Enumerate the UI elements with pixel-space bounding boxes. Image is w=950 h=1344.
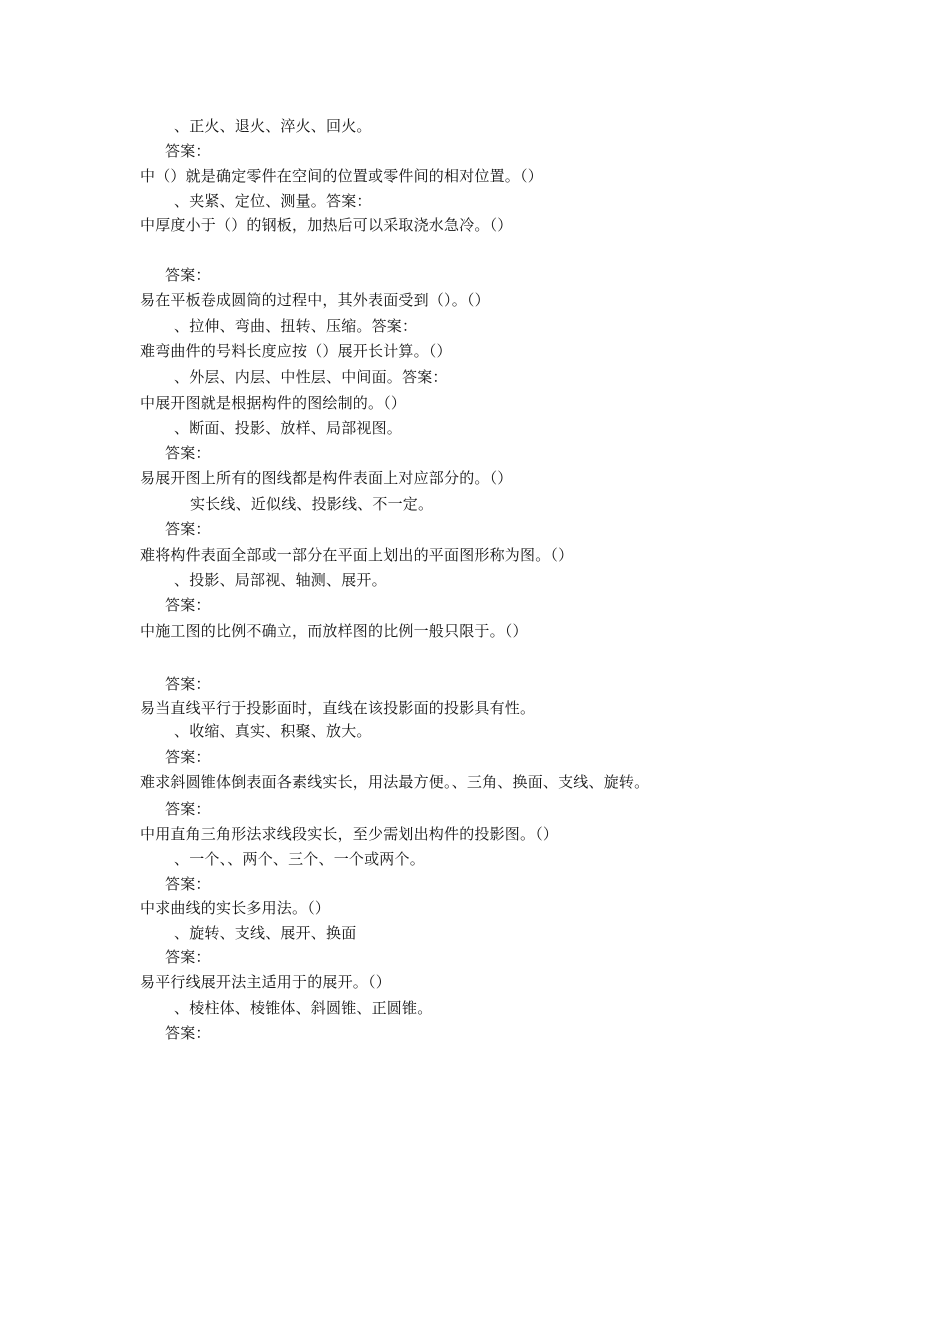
question-3-answer: 答案： — [165, 266, 211, 284]
question-1-options: 、正火、退火、淬火、回火。 — [174, 117, 372, 135]
question-14-answer: 答案： — [165, 1024, 211, 1042]
question-13-answer: 答案： — [165, 948, 211, 966]
question-5-options: 、外层、内层、中性层、中间面。答案： — [174, 368, 448, 386]
question-12-text: 中用直角三角形法求线段实长，至少需划出构件的投影图。（） — [140, 825, 559, 843]
question-14-text: 易平行线展开法主适用于的展开。（） — [140, 973, 391, 991]
question-12-options: 、一个、、两个、三个、一个或两个。 — [174, 850, 425, 868]
question-13-options: 、旋转、支线、展开、换面 — [174, 924, 357, 942]
question-11-answer: 答案： — [165, 800, 211, 818]
question-8-answer: 答案： — [165, 596, 211, 614]
question-8-text: 难将构件表面全部或一部分在平面上划出的平面图形称为图。（） — [140, 546, 574, 564]
question-7-answer: 答案： — [165, 520, 211, 538]
question-5-text: 难弯曲件的号料长度应按（）展开长计算。（） — [140, 342, 452, 360]
question-7-options: 实长线、近似线、投影线、不一定。 — [190, 495, 434, 513]
question-10-options: 、收缩、真实、积聚、放大。 — [174, 722, 372, 740]
question-10-text: 易当直线平行于投影面时，直线在该投影面的投影具有性。 — [140, 699, 536, 717]
question-3-text: 中厚度小于（）的钢板，加热后可以采取浇水急冷。（） — [140, 216, 513, 234]
question-9-answer: 答案： — [165, 675, 211, 693]
question-6-answer: 答案： — [165, 444, 211, 462]
question-4-options: 、拉伸、弯曲、扭转、压缩。答案： — [174, 317, 418, 335]
question-9-text: 中施工图的比例不确立，而放样图的比例一般只限于。（） — [140, 622, 528, 640]
question-6-text: 中展开图就是根据构件的图绘制的。（） — [140, 394, 407, 412]
question-4-text: 易在平板卷成圆筒的过程中，其外表面受到（）。（） — [140, 291, 490, 309]
question-6-options: 、断面、投影、放样、局部视图。 — [174, 419, 403, 437]
question-14-options: 、棱柱体、棱锥体、斜圆锥、正圆锥。 — [174, 999, 433, 1017]
question-12-answer: 答案： — [165, 875, 211, 893]
question-2-text: 中（）就是确定零件在空间的位置或零件间的相对位置。（） — [140, 167, 543, 185]
question-2-options: 、夹紧、定位、测量。答案： — [174, 192, 372, 210]
question-7-text: 易展开图上所有的图线都是构件表面上对应部分的。（） — [140, 469, 513, 487]
question-13-text: 中求曲线的实长多用法。（） — [140, 899, 331, 917]
question-11-text: 难求斜圆锥体倒表面各素线实长，用法最方便。、三角、换面、支线、旋转。 — [140, 773, 650, 791]
question-1-answer: 答案： — [165, 142, 211, 160]
question-10-answer: 答案： — [165, 748, 211, 766]
question-8-options: 、投影、局部视、轴测、展开。 — [174, 571, 387, 589]
